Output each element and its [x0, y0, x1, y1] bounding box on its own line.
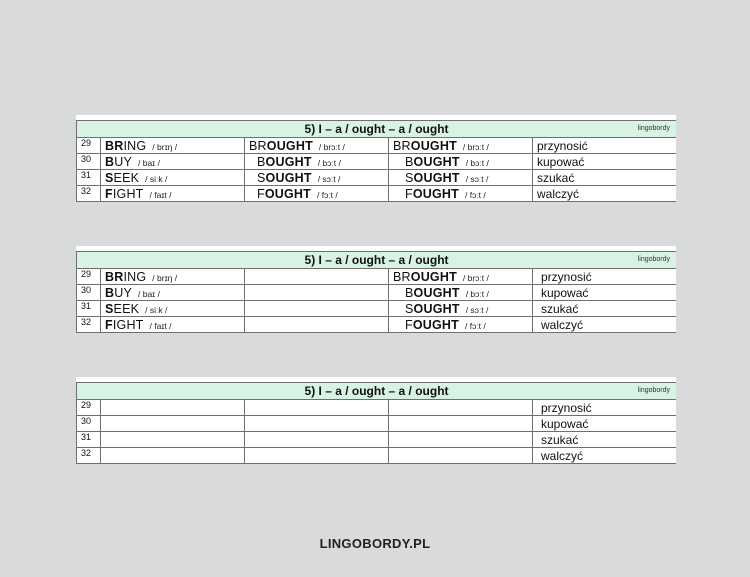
past-participle-cell: BOUGHT / bɔːt /: [389, 285, 533, 301]
row-number: 29: [77, 269, 101, 285]
table-row: [77, 400, 677, 416]
polish-translation: walczyć: [533, 448, 677, 464]
past-participle-cell: SOUGHT / sɔːt /: [389, 170, 533, 186]
past-participle-blank[interactable]: [389, 400, 533, 416]
table-row: [77, 432, 677, 448]
polish-translation: walczyć: [533, 186, 677, 202]
cut-off-previous-row: [76, 115, 676, 120]
table-row: [77, 269, 677, 285]
base-form-cell: BRING / brɪŋ /: [101, 138, 245, 154]
brand-tag: lingobordy: [637, 387, 671, 394]
past-simple-cell: FOUGHT / fɔːt /: [245, 186, 389, 202]
past-participle-cell: BROUGHT / brɔːt /: [389, 269, 533, 285]
group-header: [77, 383, 677, 400]
row-number: 31: [77, 301, 101, 317]
table-row: [77, 416, 677, 432]
group-title: 5) I – a / ought – a / ought: [304, 384, 449, 398]
base-form-cell: SEEK / siːk /: [101, 170, 245, 186]
past-simple-cell: SOUGHT / sɔːt /: [245, 170, 389, 186]
row-number: 30: [77, 416, 101, 432]
past-participle-cell: BROUGHT / brɔːt /: [389, 138, 533, 154]
verb-table: [76, 120, 676, 202]
past-simple-blank[interactable]: [245, 432, 389, 448]
polish-translation: szukać: [533, 301, 677, 317]
polish-translation: szukać: [533, 170, 677, 186]
past-simple-blank[interactable]: [245, 448, 389, 464]
brand-tag: lingobordy: [637, 256, 671, 263]
table-row: [77, 138, 677, 154]
site-footer: LINGOBORDY.PL: [319, 536, 431, 551]
past-participle-cell: FOUGHT / fɔːt /: [389, 317, 533, 333]
base-form-cell: FIGHT / faɪt /: [101, 186, 245, 202]
base-form-blank[interactable]: [101, 432, 245, 448]
table-row: [77, 301, 677, 317]
row-number: 32: [77, 186, 101, 202]
row-number: 31: [77, 432, 101, 448]
past-participle-cell: FOUGHT / fɔːt /: [389, 186, 533, 202]
verb-table-complete: [76, 115, 676, 202]
base-form-cell: BRING / brɪŋ /: [101, 269, 245, 285]
base-form-blank[interactable]: [101, 416, 245, 432]
polish-translation: kupować: [533, 154, 677, 170]
past-simple-cell: BOUGHT / bɔːt /: [245, 154, 389, 170]
polish-translation: szukać: [533, 432, 677, 448]
past-simple-blank[interactable]: [245, 400, 389, 416]
cut-off-previous-row: [76, 377, 676, 382]
verb-table-exercise-past-simple: [76, 246, 676, 333]
row-number: 30: [77, 285, 101, 301]
brand-tag: lingobordy: [637, 125, 671, 132]
group-title: 5) I – a / ought – a / ought: [304, 122, 449, 136]
base-form-blank[interactable]: [101, 448, 245, 464]
past-simple-blank[interactable]: [245, 416, 389, 432]
polish-translation: walczyć: [533, 317, 677, 333]
row-number: 32: [77, 317, 101, 333]
group-header-row: [77, 383, 677, 400]
past-participle-blank[interactable]: [389, 448, 533, 464]
verb-table: [76, 382, 676, 464]
polish-translation: kupować: [533, 285, 677, 301]
past-simple-blank[interactable]: [245, 301, 389, 317]
past-participle-blank[interactable]: [389, 416, 533, 432]
past-simple-blank[interactable]: [245, 317, 389, 333]
past-simple-blank[interactable]: [245, 285, 389, 301]
base-form-cell: SEEK / siːk /: [101, 301, 245, 317]
row-number: 29: [77, 400, 101, 416]
past-participle-blank[interactable]: [389, 432, 533, 448]
group-header-row: [77, 252, 677, 269]
group-header-row: [77, 121, 677, 138]
verb-table: [76, 251, 676, 333]
base-form-cell: BUY / baɪ /: [101, 154, 245, 170]
group-header: [77, 121, 677, 138]
row-number: 29: [77, 138, 101, 154]
base-form-cell: BUY / baɪ /: [101, 285, 245, 301]
group-header: [77, 252, 677, 269]
past-participle-cell: SOUGHT / sɔːt /: [389, 301, 533, 317]
table-row: [77, 154, 677, 170]
table-row: [77, 170, 677, 186]
verb-table-exercise-all-forms: [76, 377, 676, 464]
past-participle-cell: BOUGHT / bɔːt /: [389, 154, 533, 170]
row-number: 31: [77, 170, 101, 186]
polish-translation: kupować: [533, 416, 677, 432]
table-row: [77, 317, 677, 333]
cut-off-previous-row: [76, 246, 676, 251]
polish-translation: przynosić: [533, 138, 677, 154]
base-form-cell: FIGHT / faɪt /: [101, 317, 245, 333]
past-simple-cell: BROUGHT / brɔːt /: [245, 138, 389, 154]
row-number: 32: [77, 448, 101, 464]
table-row: [77, 448, 677, 464]
polish-translation: przynosić: [533, 400, 677, 416]
table-row: [77, 186, 677, 202]
base-form-blank[interactable]: [101, 400, 245, 416]
polish-translation: przynosić: [533, 269, 677, 285]
past-simple-blank[interactable]: [245, 269, 389, 285]
row-number: 30: [77, 154, 101, 170]
table-row: [77, 285, 677, 301]
group-title: 5) I – a / ought – a / ought: [304, 253, 449, 267]
